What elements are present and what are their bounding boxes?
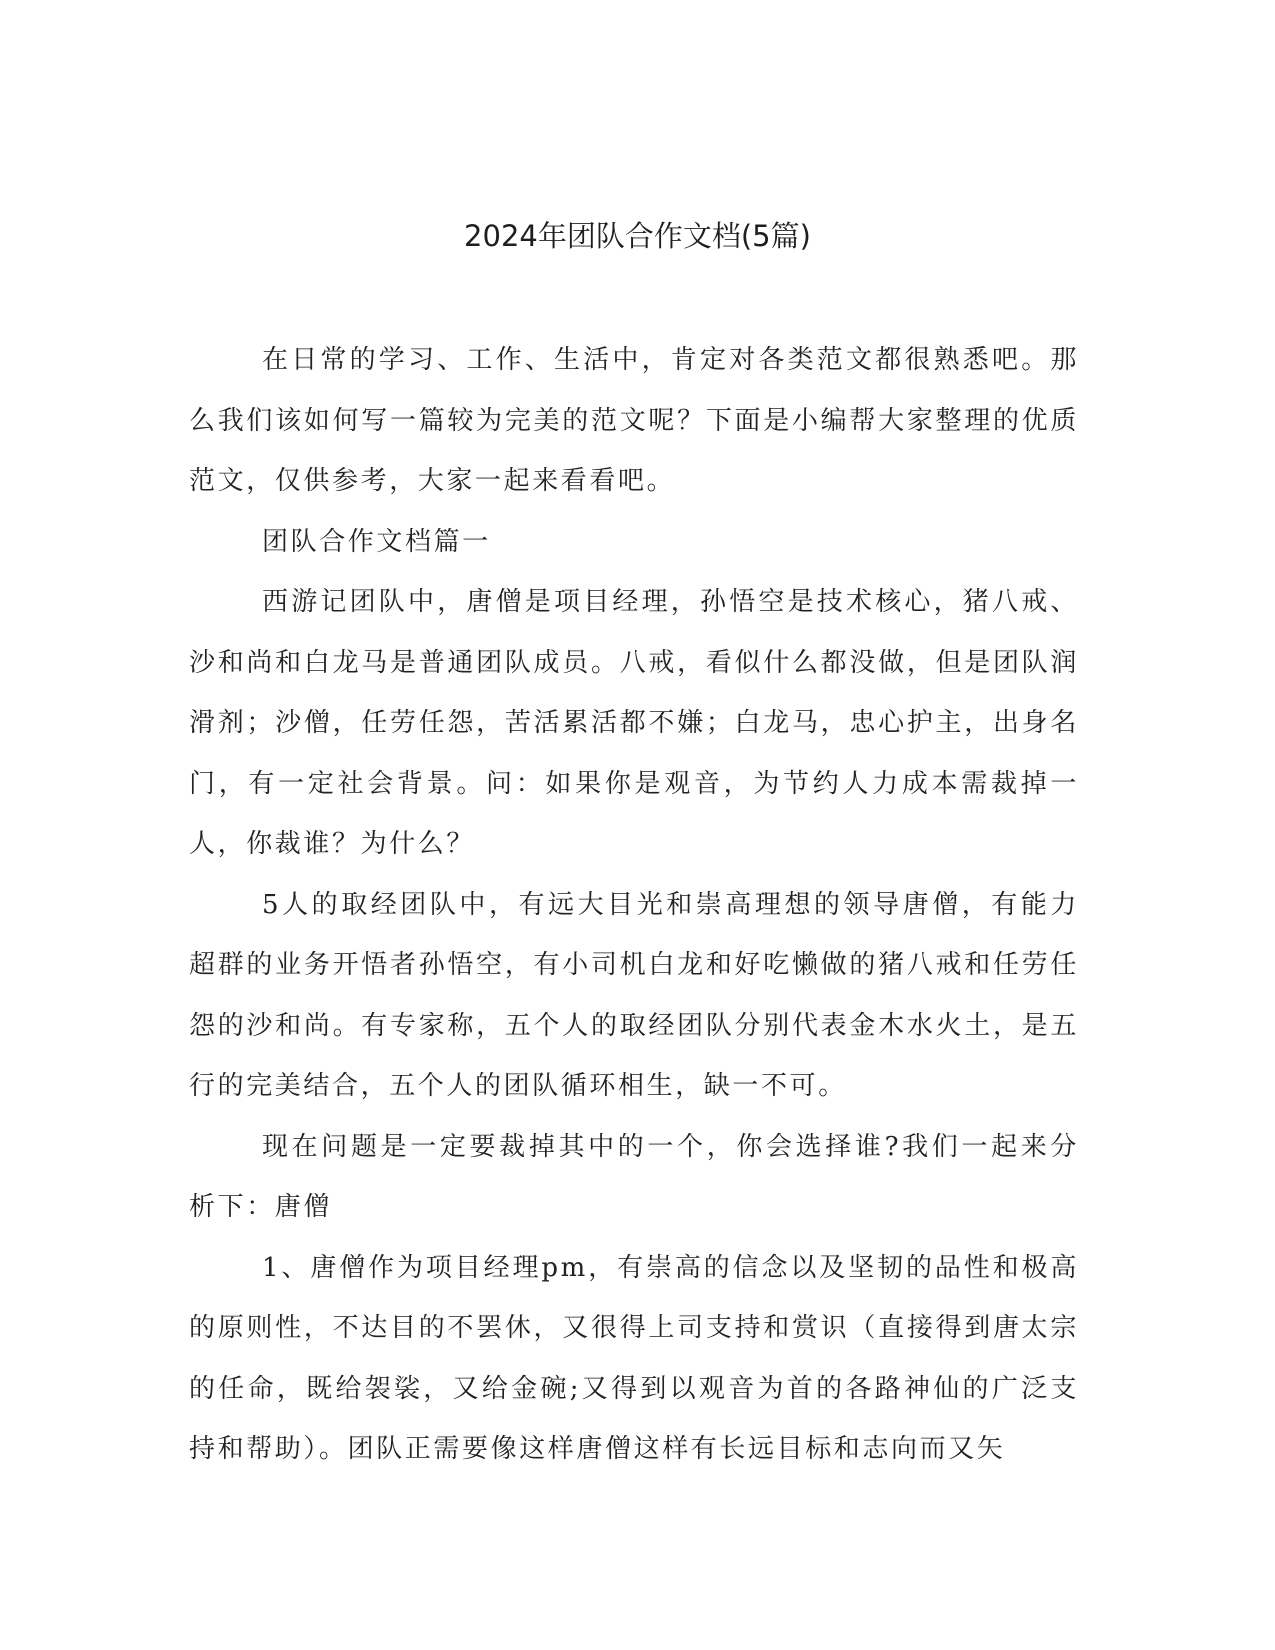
section-heading: 团队合作文档篇一: [262, 526, 491, 557]
intro-paragraph: 在日常的学习、工作、生活中，肯定对各类范文都很熟悉吧。那么我们该如何写一篇较为完美的范文呢？下面是小编帮大家整理的优质范文，仅供参考，大家一起来看看吧。: [189, 345, 1079, 496]
body-paragraph: 5人的取经团队中，有远大目光和崇高理想的领导唐僧，有能力超群的业务开悟者孙悟空，有小司机白龙和好吃懒做的猪八戒和任劳任怨的沙和尚。有专家称，五个人的取经团队分别代表金木水火土，是五行的完美结合，五个人的团队循环相生，缺一不可。: [189, 889, 1079, 1101]
body-paragraph: 西游记团队中，唐僧是项目经理，孙悟空是技术核心，猪八戒、沙和尚和白龙马是普通团队成员。八戒，看似什么都没做，但是团队润滑剂；沙僧，任劳任怨，苦活累活都不嫌；白龙马，忠心护主，出身名门，有一定社会背景。问：如果你是观音，为节约人力成本需裁掉一人，你裁谁？为什么？: [189, 587, 1079, 859]
document-body: [189, 330, 1079, 1480]
document-title: 2024年团队合作文档(5篇): [464, 219, 811, 253]
body-paragraph: 1、唐僧作为项目经理pm，有崇高的信念以及坚韧的品性和极高的原则性，不达目的不罢休，又很得上司支持和赏识（直接得到唐太宗的任命，既给袈裟，又给金碗;又得到以观音为首的各路神仙的广泛支持和帮助）。团队正需要像这样唐僧这样有长远目标和志向而又矢: [189, 1252, 1079, 1464]
body-paragraph: 现在问题是一定要裁掉其中的一个，你会选择谁?我们一起来分析下：唐僧: [189, 1131, 1079, 1222]
